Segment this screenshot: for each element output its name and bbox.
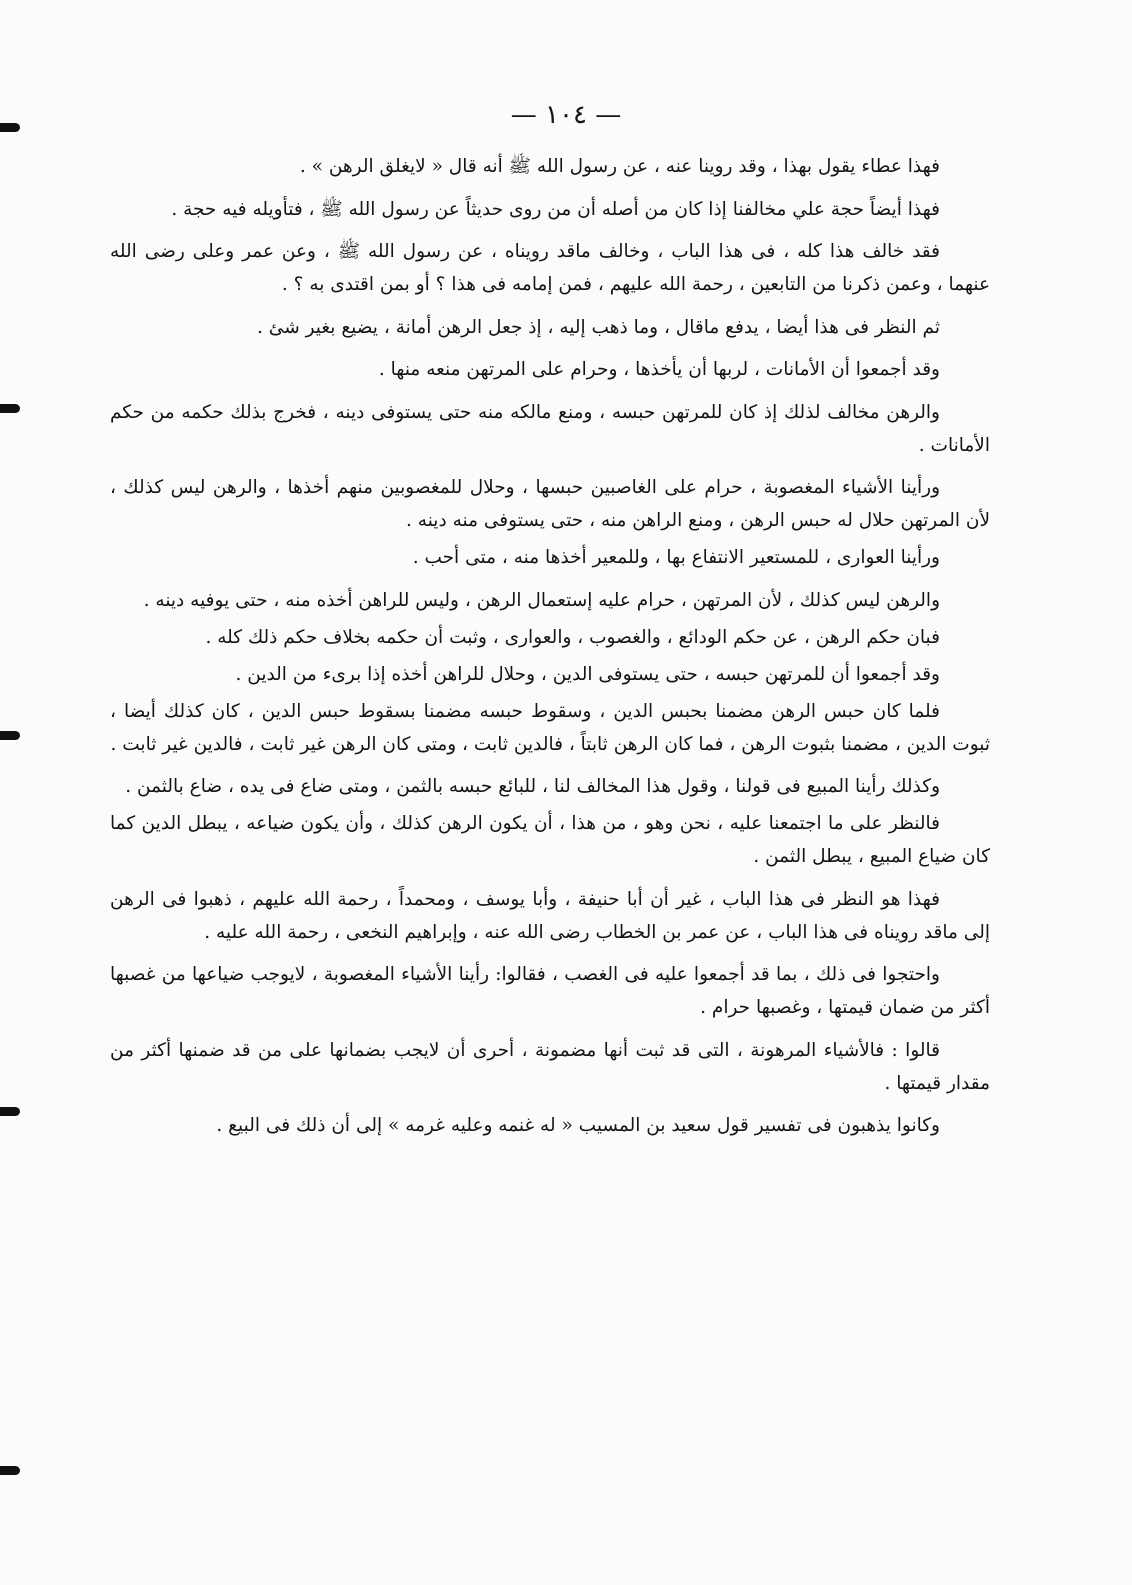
paragraph: ورأينا العوارى ، للمستعير الانتفاع بها ، وللمعير أخذها منه ، متى أحب . [412, 547, 940, 568]
paragraph: واحتجوا فى ذلك ، بما قد أجمعوا عليه فى الغصب ، فقالوا: رأينا الأشياء المغصوبة ، لايوجب ضياعها من غصبها أكثر من ضمان قيمتها ، وغصبها حرام . [110, 964, 990, 1018]
paragraph: وكذلك رأينا المبيع فى قولنا ، وقول هذا المخالف لنا ، للبائع حبسه بالثمن ، ومتى ضاع فى يده ، ضاع بالثمن . [125, 776, 940, 797]
paragraph: فلما كان حبس الرهن مضمنا بحبس الدين ، وسقوط حبسه مضمنا بسقوط حبس الدين ، كان كذلك أيضا ، ثبوت الدين ، مضمنا بثبوت الرهن ، فما كان الرهن ثابتاً ، فالدين ثابت ، ومتى كان الرهن غير ثابت ، فالدين غير ثابت . [110, 700, 990, 755]
scan-edge-mark [0, 1466, 20, 1475]
paragraph: فهذا عطاء يقول بهذا ، وقد روينا عنه ، عن رسول الله ﷺ أنه قال « لايغلق الرهن » . [299, 156, 940, 177]
paragraph: فهذا أيضاً حجة علي مخالفنا إذا كان من أصله أن من روى حديثاً عن رسول الله ﷺ ، فتأويله فيه حجة . [171, 198, 940, 220]
scan-edge-mark [0, 404, 20, 413]
scan-edge-mark [0, 731, 20, 740]
paragraph: وكانوا يذهبون فى تفسير قول سعيد بن المسيب « له غنمه وعليه غرمه » إلى أن ذلك فى البيع . [216, 1115, 940, 1136]
page-number: — ١٠٤ — [510, 100, 622, 130]
paragraph: فقد خالف هذا كله ، فى هذا الباب ، وخالف ماقد رويناه ، عن رسول الله ﷺ ، وعن عمر وعلى رضى الله عنهما ، وعمن ذكرنا من التابعين ، رحمة الله عليهم ، فمن إمامه فى هذا ؟ أو بمن اقتدى به ؟ . [110, 241, 990, 295]
paragraph: وقد أجمعوا أن للمرتهن حبسه ، حتى يستوفى الدين ، وحلال للراهن أخذه إذا برىء من الدين . [235, 663, 940, 685]
paragraph: ورأينا الأشياء المغصوبة ، حرام على الغاصبين حبسها ، وحلال للمغصوبين منهم أخذها ، والرهن ليس كذلك ، لأن المرتهن حلال له حبس الرهن ، ومنع الراهن منه ، حتى يستوفى منه دينه . [110, 477, 990, 531]
paragraph: فهذا هو النظر فى هذا الباب ، غير أن أبا حنيفة ، وأبا يوسف ، ومحمداً ، رحمة الله عليهم ، ذهبوا فى الرهن إلى ماقد رويناه فى هذا الباب ، عن عمر بن الخطاب رضى الله عنه ، وإبراهيم النخعى ، رحمة الله عليه . [110, 888, 990, 943]
paragraph: فالنظر على ما اجتمعنا عليه ، نحن وهو ، من هذا ، أن يكون الرهن كذلك ، وأن يكون ضياعه ، يبطل الدين كما كان ضياع المبيع ، يبطل الثمن . [110, 813, 990, 867]
paragraph: والرهن مخالف لذلك إذ كان للمرتهن حبسه ، ومنع مالكه منه حتى يستوفى دينه ، فخرج بذلك حكمه من حكم الأمانات . [110, 401, 990, 456]
paragraph: فبان حكم الرهن ، عن حكم الودائع ، والغصوب ، والعوارى ، وثبت أن حكمه بخلاف حكم ذلك كله . [205, 626, 940, 648]
scan-edge-mark [0, 1107, 20, 1116]
paragraph: قالوا : فالأشياء المرهونة ، التى قد ثبت أنها مضمونة ، أحرى أن لايجب بضمانها على من قد ضمنها أكثر من مقدار قيمتها . [110, 1039, 990, 1094]
paragraph: والرهن ليس كذلك ، لأن المرتهن ، حرام عليه إستعمال الرهن ، وليس للراهن أخذه منه ، حتى يوفيه دينه . [143, 589, 940, 611]
page-body [110, 150, 990, 1152]
paragraph: ثم النظر فى هذا أيضا ، يدفع ماقال ، وما ذهب إليه ، إذ جعل الرهن أمانة ، يضيع بغير شئ . [257, 316, 940, 338]
paragraph: وقد أجمعوا أن الأمانات ، لربها أن يأخذها ، وحرام على المرتهن منعه منها . [378, 359, 940, 380]
